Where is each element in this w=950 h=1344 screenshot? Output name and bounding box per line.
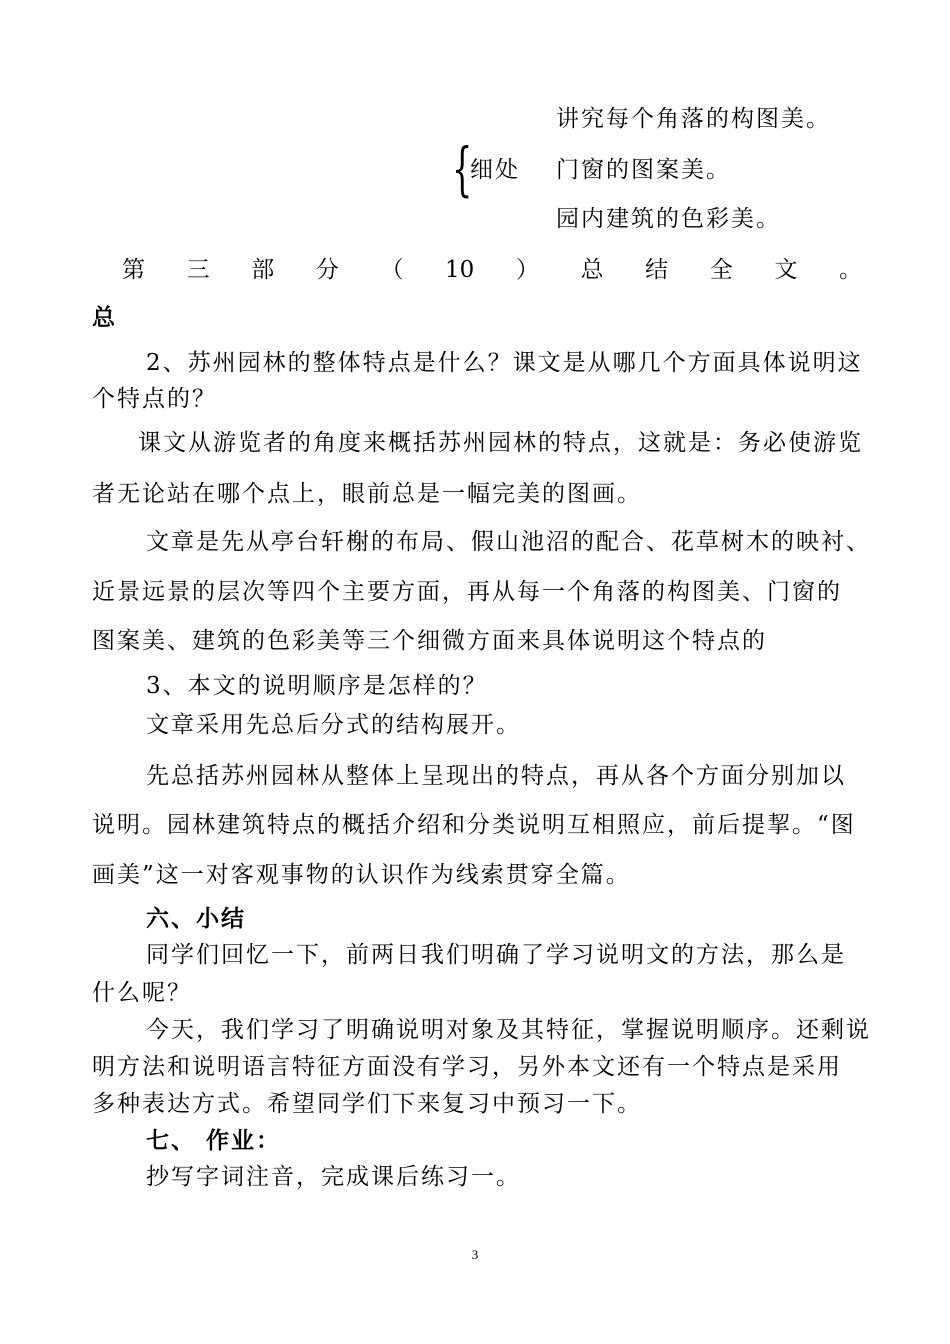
part3-char: 文	[774, 257, 798, 283]
outline-line-2: 门窗的图案美。	[556, 157, 731, 183]
part3-char: 部	[251, 257, 275, 283]
brace-symbol: {	[452, 135, 473, 203]
part3-char: 第	[122, 257, 145, 283]
part3-char: ）	[515, 257, 539, 283]
outline-line-3: 园内建筑的色彩美。	[556, 206, 781, 232]
q2-question-line-1: 2、苏州园林的整体特点是什么？课文是从哪几个方面具体说明这	[146, 350, 863, 376]
part3-char: 三	[186, 257, 210, 283]
q2-answer2-line-3: 图案美、建筑的色彩美等三个细微方面来具体说明这个特点的	[92, 628, 767, 654]
summary-p2-line-2: 明方法和说明语言特征方面没有学习，另外本文还有一个特点是采用	[92, 1054, 842, 1080]
part3-line	[122, 253, 862, 287]
q2-answer1-line-2: 者无论站在哪个点上，眼前总是一幅完美的图画。	[92, 481, 642, 507]
q2-question-line-2: 个特点的？	[92, 386, 217, 412]
homework-heading: 七、 作业：	[146, 1128, 282, 1154]
q2-answer1-line-1: 课文从游览者的角度来概括苏州园林的特点，这就是：务必使游览	[138, 430, 863, 456]
part3-char: （	[380, 257, 404, 283]
summary-p1-line-1: 同学们回忆一下，前两日我们明确了学习说明文的方法，那么是	[146, 942, 846, 968]
q3-answer1: 文章采用先总后分式的结构展开。	[146, 712, 521, 738]
part3-char: 全	[709, 257, 733, 283]
summary-p2-line-3: 多种表达方式。希望同学们下来复习中预习一下。	[92, 1091, 642, 1117]
summary-heading: 六、小结	[146, 906, 246, 932]
q2-answer2-line-1: 文章是先从亭台轩榭的布局、假山池沼的配合、花草树木的映衬、	[146, 529, 871, 555]
part3-char: 结	[645, 257, 669, 283]
homework-text: 抄写字词注音，完成课后练习一。	[146, 1164, 521, 1190]
part3-char: 。	[838, 257, 862, 283]
part3-char: 10	[445, 257, 475, 283]
part3-tail: 总	[92, 305, 117, 331]
q3-answer2-line-3: 画美”这一对客观事物的认识作为线索贯穿全篇。	[92, 862, 631, 888]
outline-label: 细处	[470, 157, 520, 183]
summary-p2-line-1: 今天，我们学习了明确说明对象及其特征，掌握说明顺序。还剩说	[146, 1017, 871, 1043]
q3-answer2-line-2: 说明。园林建筑特点的概括介绍和分类说明互相照应，前后提挈。“图	[92, 812, 856, 838]
q2-answer2-line-2: 近景远景的层次等四个主要方面，再从每一个角落的构图美、门窗的	[92, 579, 842, 605]
part3-char: 分	[315, 257, 339, 283]
q3-answer2-line-1: 先总括苏州园林从整体上呈现出的特点，再从各个方面分别加以	[146, 763, 846, 789]
page-number: 3	[471, 1247, 479, 1262]
part3-char: 总	[580, 257, 604, 283]
summary-p1-line-2: 什么呢？	[92, 980, 192, 1006]
q3-question: 3、本文的说明顺序是怎样的？	[146, 673, 488, 699]
outline-line-1: 讲究每个角落的构图美。	[556, 106, 831, 132]
